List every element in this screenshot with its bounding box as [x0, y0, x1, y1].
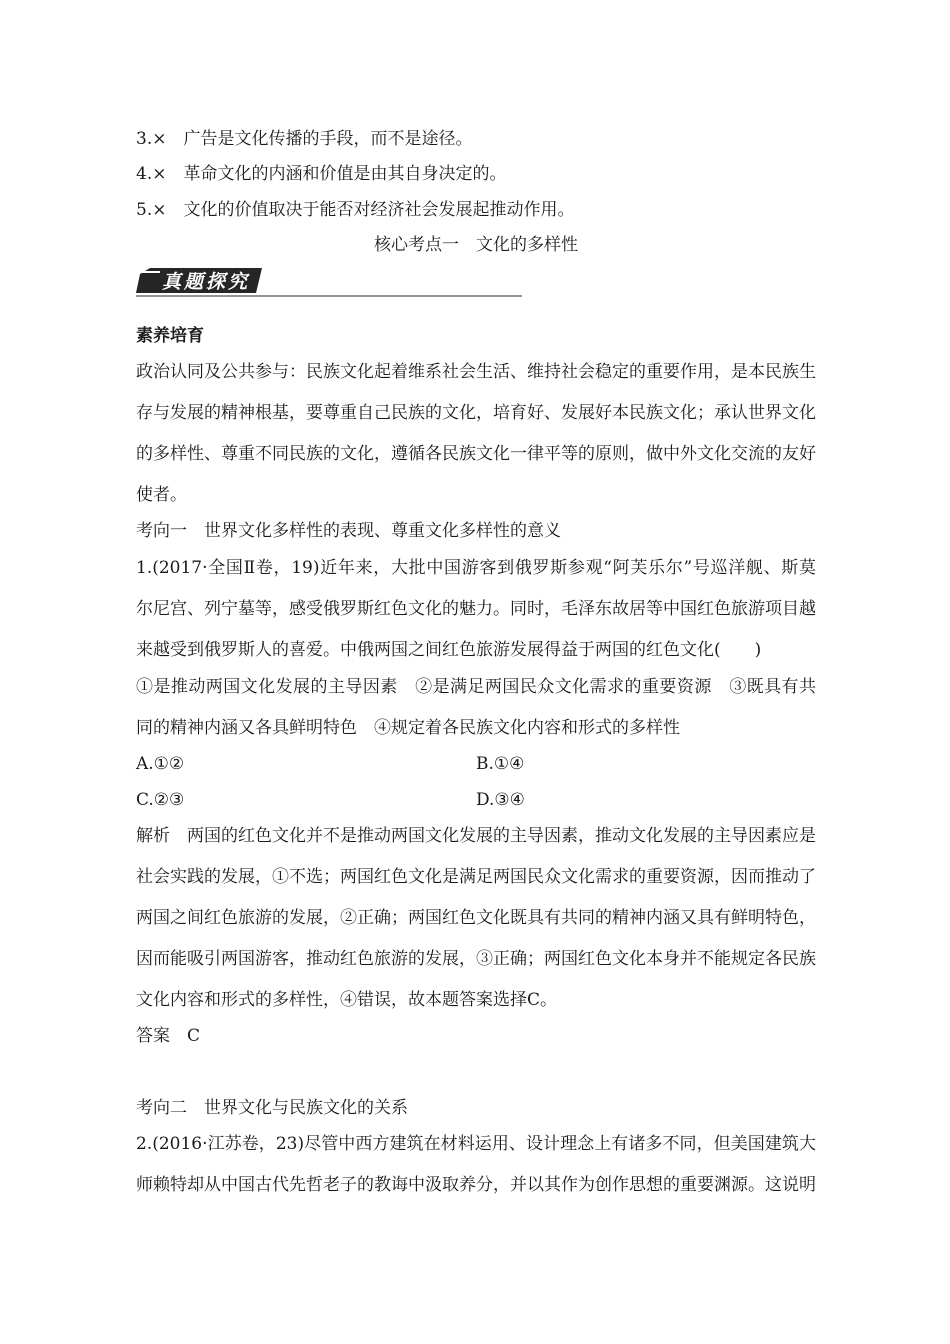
literacy-line: 的多样性、尊重不同民族的文化，遵循各民族文化一律平等的原则，做中外文化交流的友好: [136, 444, 816, 464]
section-banner: [136, 268, 522, 298]
question-two-line: 师赖特却从中国古代先哲老子的教诲中汲取养分，并以其作为创作思想的重要渊源。这说明: [136, 1175, 816, 1195]
question-one-line: 同的精神内涵又各具鲜明特色 ④规定着各民族文化内容和形式的多样性: [136, 718, 680, 738]
question-one-line: 尔尼宫、列宁墓等，感受俄罗斯红色文化的魅力。同时，毛泽东故居等中国红色旅游项目越: [136, 599, 816, 619]
direction-one-heading: 考向一 世界文化多样性的表现、尊重文化多样性的意义: [136, 521, 561, 541]
direction-two-heading: 考向二 世界文化与民族文化的关系: [136, 1098, 408, 1118]
option-c: C.②③: [136, 790, 185, 810]
literacy-heading: 素养培育: [136, 326, 204, 346]
analysis-line: 因而能吸引两国游客，推动红色旅游的发展，③正确；两国红色文化本身并不能规定各民族: [136, 949, 816, 969]
literacy-line: 政治认同及公共参与：民族文化起着维系社会生活、维持社会稳定的重要作用，是本民族生: [136, 362, 816, 382]
literacy-line: 使者。: [136, 485, 187, 505]
answer-line-5: 5.× 文化的价值取决于能否对经济社会发展起推动作用。: [136, 200, 575, 220]
section-title: 核心考点一 文化的多样性: [374, 235, 578, 255]
option-d: D.③④: [476, 790, 525, 810]
answer-one: 答案 C: [136, 1026, 201, 1046]
banner-label: 真题探究: [162, 271, 251, 293]
answer-line-3: 3.× 广告是文化传播的手段，而不是途径。: [136, 129, 473, 149]
analysis-line: 社会实践的发展，①不选；两国红色文化是满足两国民众文化需求的重要资源，因而推动了: [136, 867, 816, 887]
analysis-line: 解析 两国的红色文化并不是推动两国文化发展的主导因素，推动文化发展的主导因素应是: [136, 826, 816, 846]
answer-line-4: 4.× 革命文化的内涵和价值是由其自身决定的。: [136, 164, 507, 184]
literacy-line: 存与发展的精神根基，要尊重自己民族的文化，培育好、发展好本民族文化；承认世界文化: [136, 403, 816, 423]
question-one-line: 1.(2017·全国Ⅱ卷，19)近年来，大批中国游客到俄罗斯参观“阿芙乐尔”号巡洋舰、斯莫: [136, 558, 816, 578]
analysis-line: 两国之间红色旅游的发展，②正确；两国红色文化既具有共同的精神内涵又具有鲜明特色，: [136, 908, 816, 928]
option-a: A.①②: [136, 754, 185, 774]
question-two-line: 2.(2016·江苏卷，23)尽管中西方建筑在材料运用、设计理念上有诸多不同，但美国建筑大: [136, 1134, 816, 1154]
option-b: B.①④: [476, 754, 525, 774]
question-one-line: ①是推动两国文化发展的主导因素 ②是满足两国民众文化需求的重要资源 ③既具有共: [136, 677, 816, 697]
question-one-line: 来越受到俄罗斯人的喜爱。中俄两国之间红色旅游发展得益于两国的红色文化( ): [136, 640, 762, 660]
analysis-line: 文化内容和形式的多样性，④错误，故本题答案选择C。: [136, 990, 558, 1010]
